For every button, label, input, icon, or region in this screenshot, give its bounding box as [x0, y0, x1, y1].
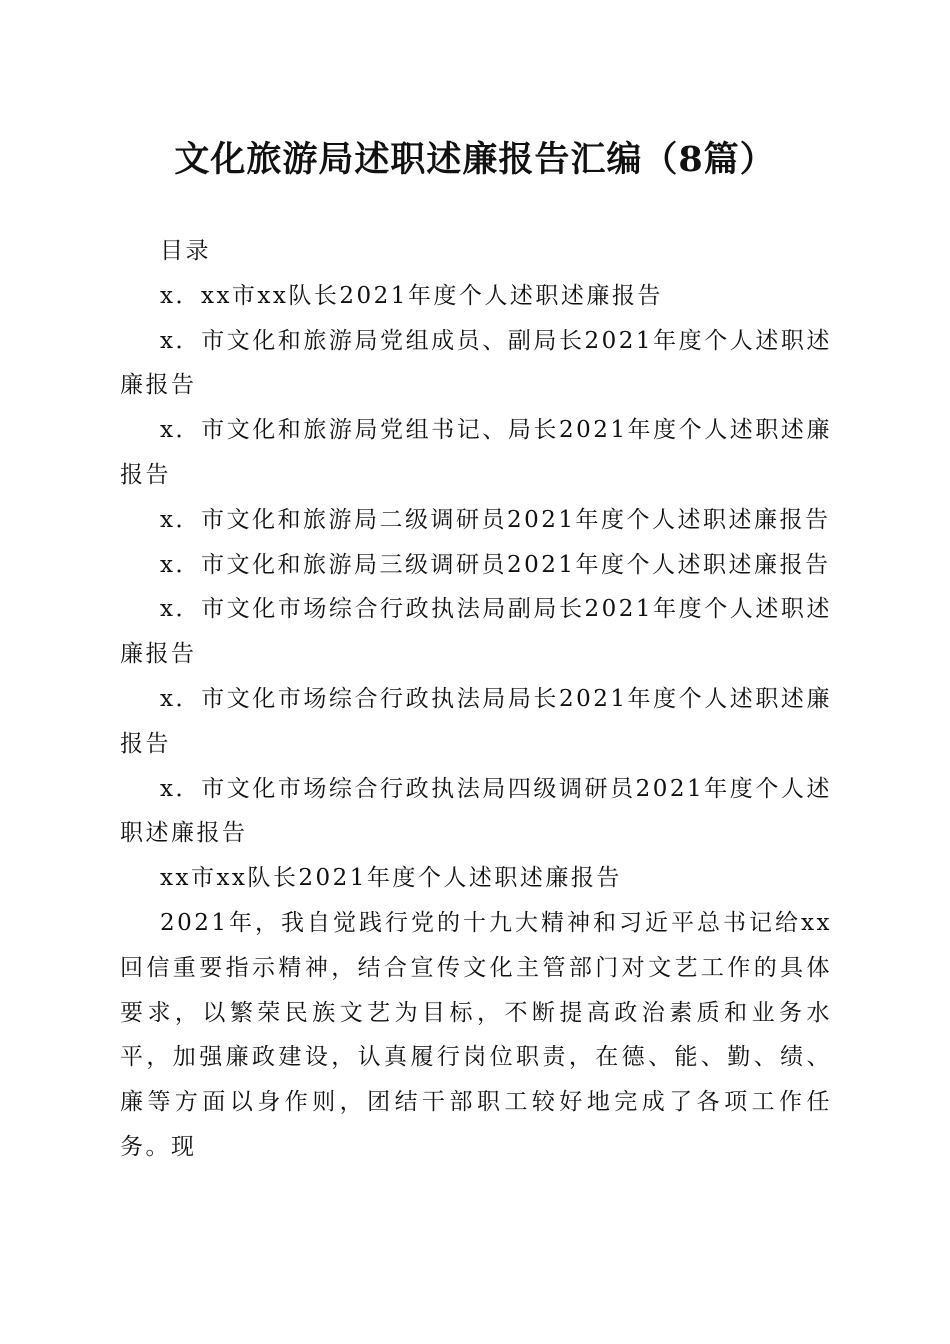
- section-heading: xx市xx队长2021年度个人述职述廉报告: [160, 865, 622, 892]
- document-body: [120, 229, 832, 1170]
- toc-item: x．市文化和旅游局二级调研员2021年度个人述职述廉报告: [160, 506, 831, 533]
- toc-item: x．市文化和旅游局三级调研员2021年度个人述职述廉报告: [160, 551, 831, 578]
- toc-item: x．市文化和旅游局党组书记、局长2021年度个人述职述廉报告: [120, 417, 832, 488]
- toc-item: x．市文化市场综合行政执法局副局长2021年度个人述职述廉报告: [120, 596, 832, 668]
- toc-heading: 目录: [160, 238, 211, 264]
- document-title: 文化旅游局述职述廉报告汇编（8篇）: [174, 139, 776, 180]
- body-paragraph: 2021年，我自觉践行党的十九大精神和习近平总书记给xx回信重要指示精神，结合宣传文化主管部门对文艺工作的具体要求，以繁荣民族文艺为目标，不断提高政治素质和业务水平，加强廉政建设，认真履行岗位职责，在德、能、勤、绩、廉等方面以身作则，团结干部职工较好地完成了各项工作任务。现: [120, 909, 832, 1160]
- toc-item: x．市文化市场综合行政执法局局长2021年度个人述职述廉报告: [120, 685, 832, 757]
- toc-item: x．市文化市场综合行政执法局四级调研员2021年度个人述职述廉报告: [120, 775, 832, 847]
- toc-item: x．xx市xx队长2021年度个人述职述廉报告: [160, 282, 663, 309]
- toc-item: x．市文化和旅游局党组成员、副局长2021年度个人述职述廉报告: [120, 327, 832, 399]
